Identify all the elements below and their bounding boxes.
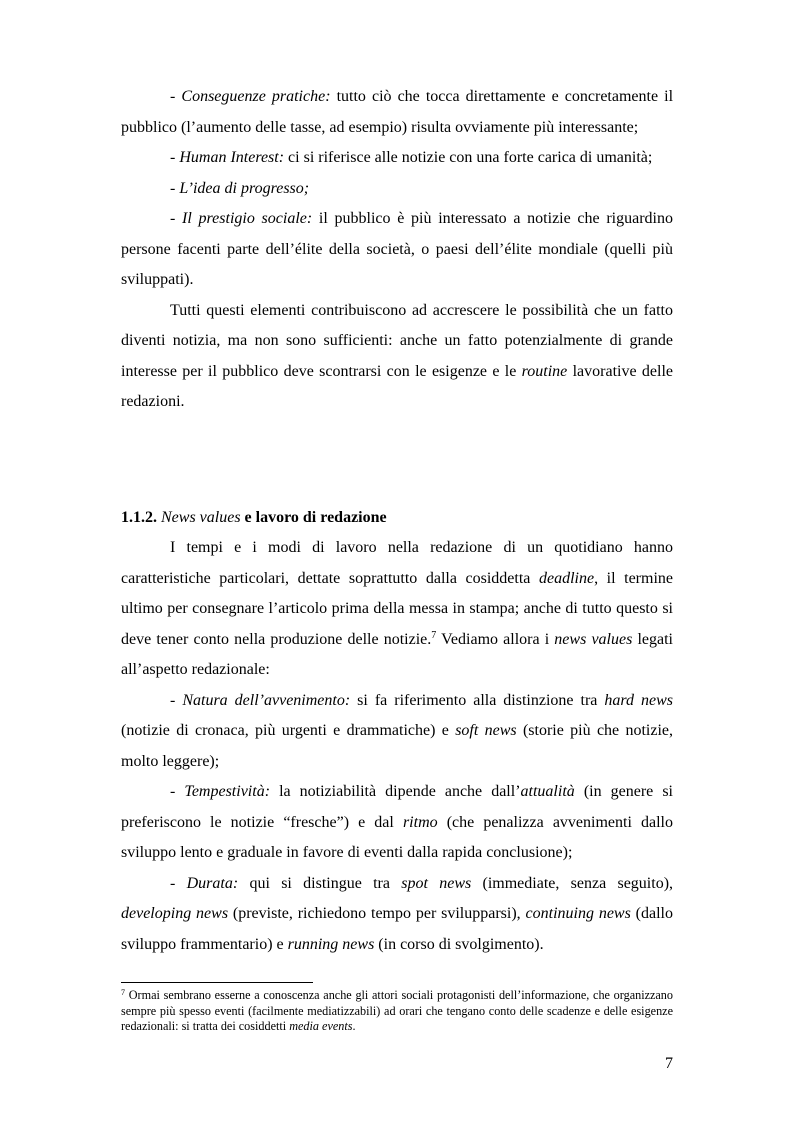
footnote: $^7$ Ormai sembrano esserne a conoscenza anche gli attori sociali protagonisti dell’informazione, che organizzano sempre più spesso eventi (facilmente mediatizzabili) ad orari che tengano conto delle scadenze e delle esigenze redazionali: si tratta dei cosiddetti media events. — [121, 988, 673, 1034]
term-durata: Durata: — [186, 874, 239, 892]
term-tempestivita: Tempestività: — [184, 783, 271, 800]
footnote-separator — [121, 982, 313, 983]
list-item-natura-avvenimento: - Natura dell’avvenimento: si fa riferimento alla distinzione tra hard news (notizie di cronaca, più urgenti e drammatiche) e soft news (storie più che notizie, molto leggere); — [121, 691, 674, 770]
body-text-top — [121, 82, 673, 418]
footnote-reference[interactable]: 7 — [431, 629, 437, 641]
section-heading: 1.1.2. News values e lavoro di redazione — [121, 509, 387, 526]
term-natura-avvenimento: Natura dell’avvenimento: — [182, 691, 351, 709]
list-item-conseguenze-pratiche: - Conseguenze pratiche: tutto ciò che tocca direttamente e concretamente il pubblico (l’aumento delle tasse, ad esempio) risulta ovviamente più interessante; — [121, 88, 674, 136]
closing-paragraph: Tutti questi elementi contribuiscono ad accrescere le possibilità che un fatto diventi notizia, ma non sono sufficienti: anche un fatto potenzialmente di grande interesse per il pubblico deve scontrarsi con le esigenze e le routine lavorative delle redazioni. — [121, 301, 673, 410]
body-text-section — [121, 533, 673, 960]
list-item-idea-di-progresso: - L’idea di progresso; — [170, 179, 310, 197]
footnote-number: 7 — [121, 988, 125, 997]
term-human-interest: Human Interest: — [179, 149, 285, 166]
list-item-tempestivita: - Tempestività: la notiziabilità dipende anche dall’attualità (in genere si preferiscono le notizie “fresche”) e dal ritmo (che penalizza avvenimenti dallo sviluppo lento e graduale in favore di eventi dalla rapida conclusione); — [121, 783, 674, 861]
list-item-prestigio-sociale: - Il prestigio sociale: il pubblico è più interessato a notizie che riguardino persone facenti parte dell’élite della società, o paesi dell’élite mondiale (quelli più sviluppati). — [121, 210, 674, 288]
term-prestigio-sociale: Il prestigio sociale: — [182, 210, 313, 227]
section-number: 1.1.2. — [121, 509, 161, 526]
page-number: 7 — [665, 1055, 673, 1072]
term-idea-di-progresso: L’idea di progresso; — [179, 179, 310, 197]
term-conseguenze-pratiche: Conseguenze pratiche: — [181, 88, 331, 105]
intro-paragraph: I tempi e i modi di lavoro nella redazione di un quotidiano hanno caratteristiche particolari, dettate soprattutto dalla cosiddetta deadline, il termine ultimo per consegnare l’articolo prima della messa in stampa; anche di tutto questo si deve tener conto nella produzione delle notizie.$^7$ Vediamo allora i news values legati all’aspetto redazionale: — [121, 539, 673, 678]
list-item-human-interest: - Human Interest: ci si riferisce alle notizie con una forte carica di umanità; — [170, 149, 653, 166]
list-item-durata: - Durata: qui si distingue tra spot news (immediate, senza seguito), developing news (previste, richiedono tempo per svilupparsi), continuing news (dallo sviluppo frammentario) e running news (in corso di svolgimento). — [121, 874, 674, 953]
